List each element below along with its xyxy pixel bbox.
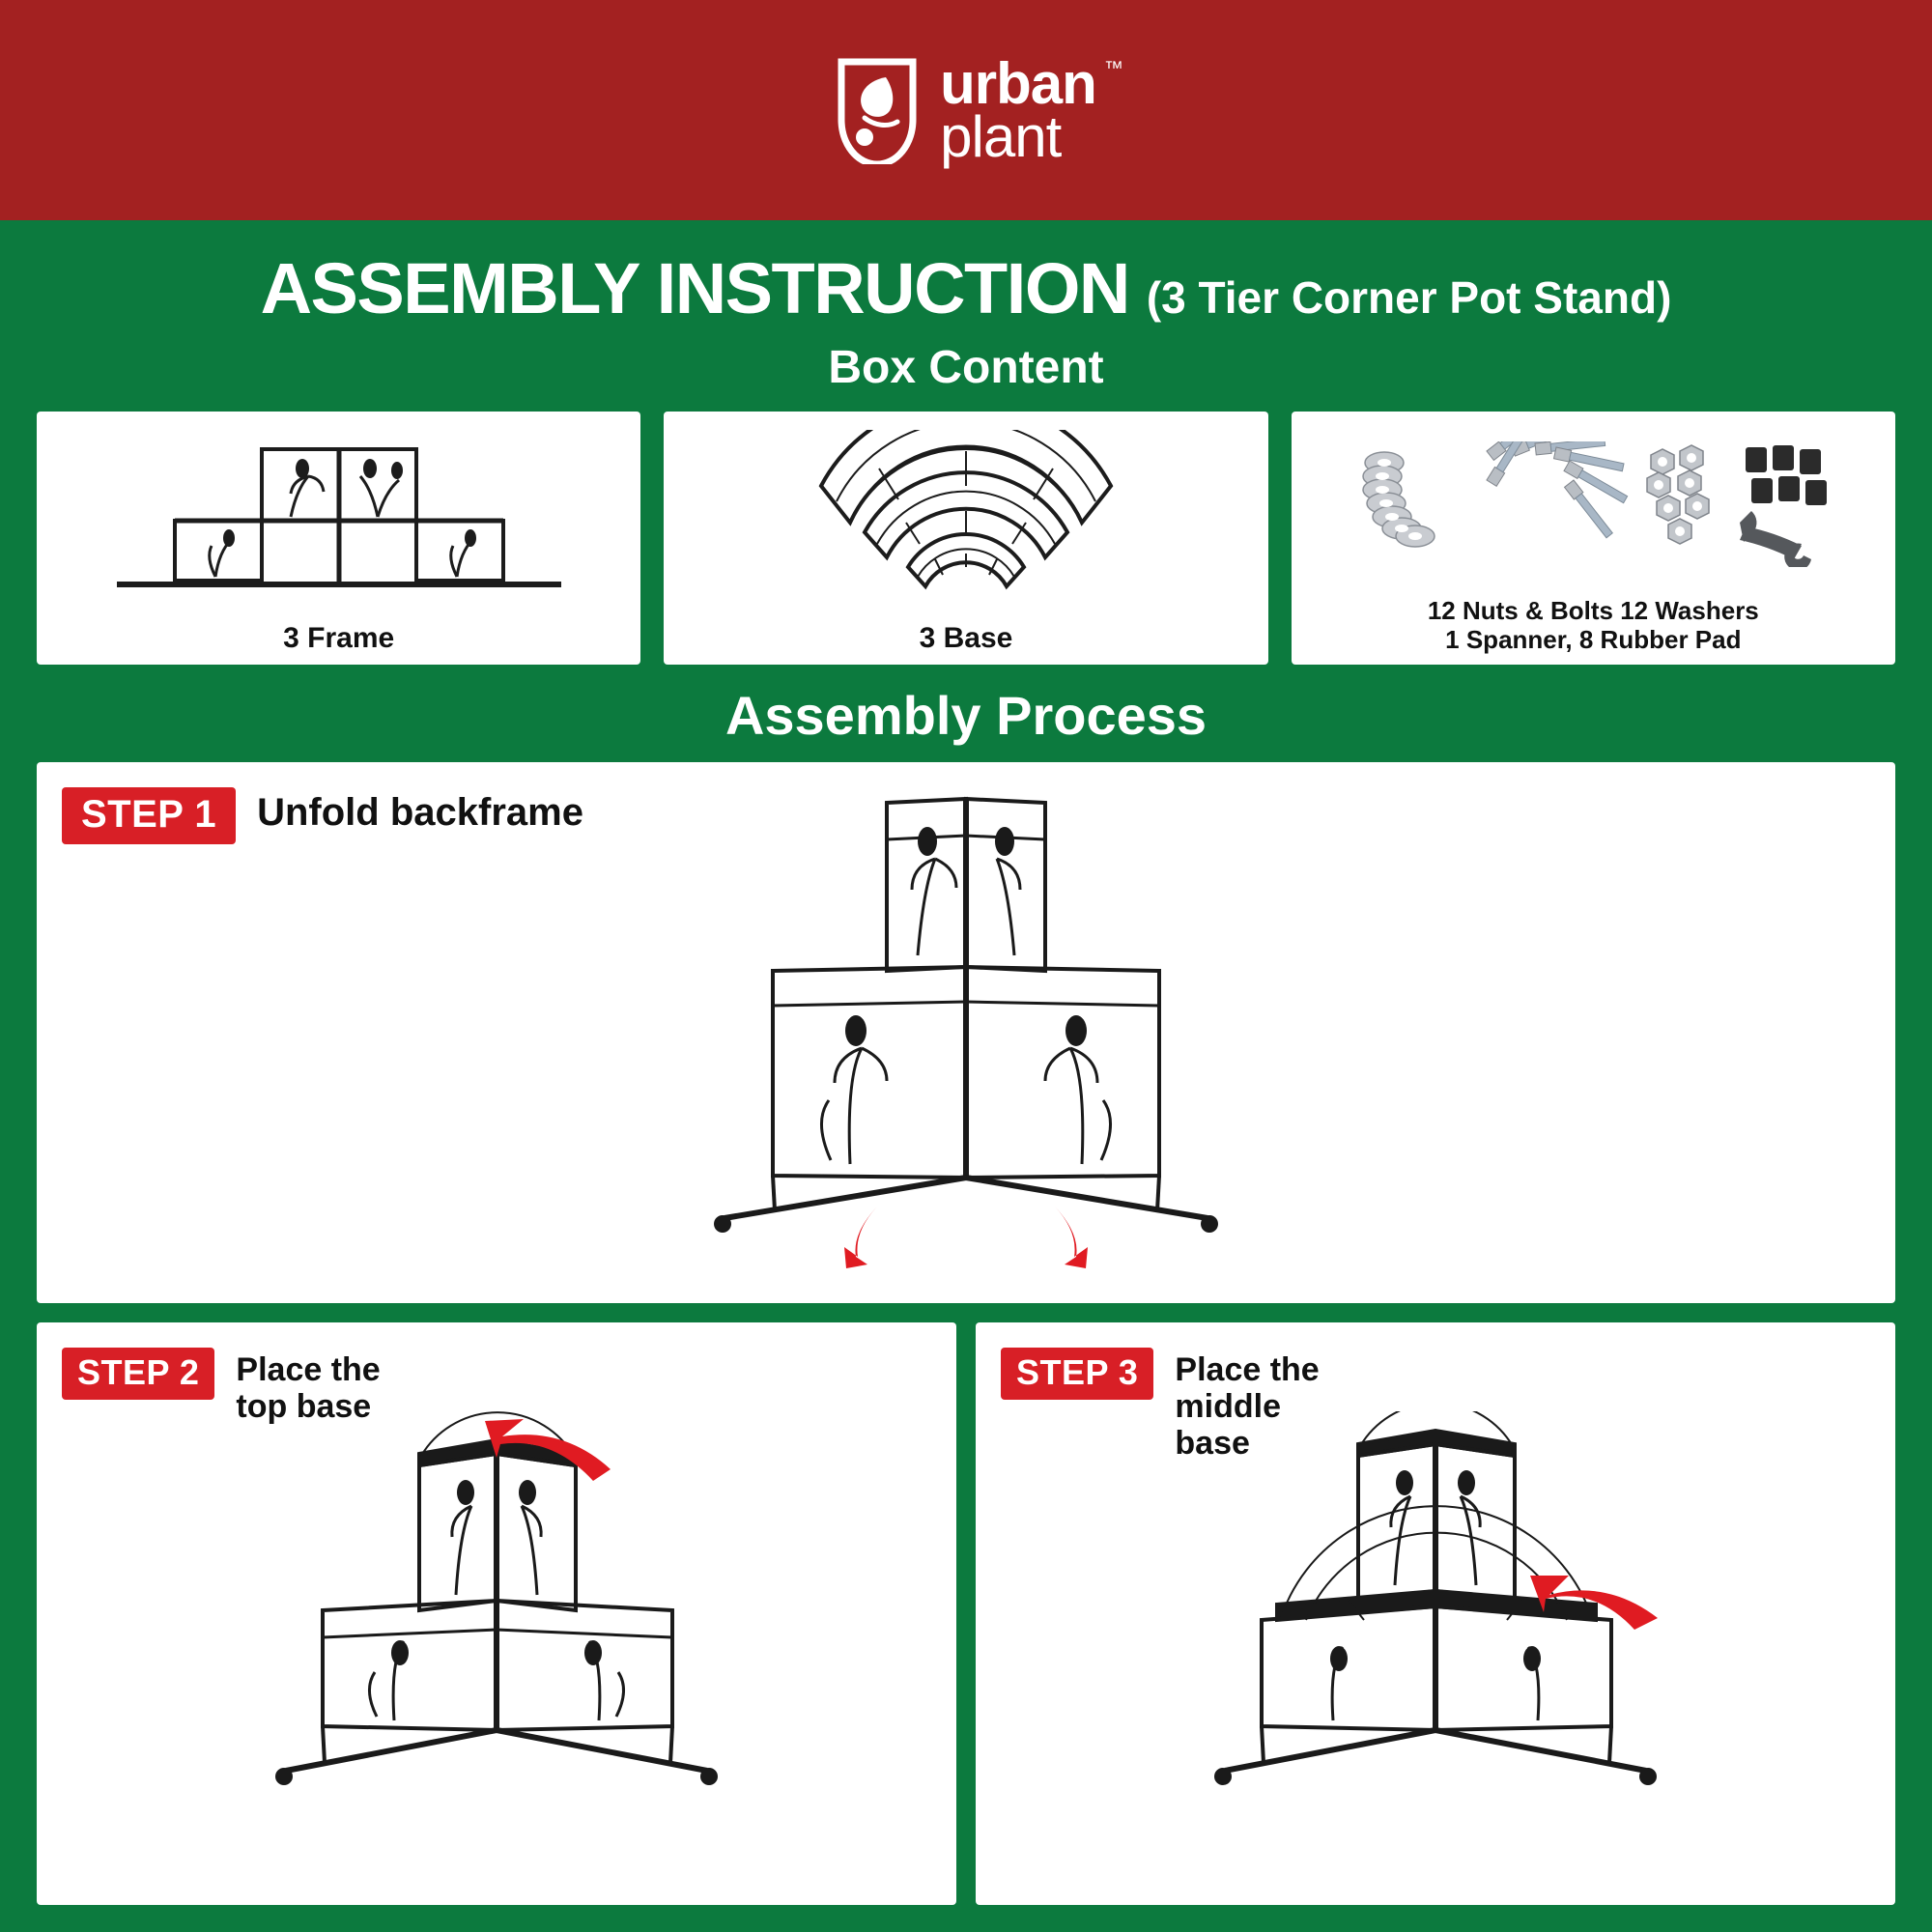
step-2-text — [236, 1348, 380, 1425]
step-3-badge: STEP 3 — [1001, 1348, 1153, 1400]
brand-wordmark — [940, 50, 1096, 169]
step-3-text — [1175, 1348, 1319, 1462]
trademark-symbol: ™ — [1103, 58, 1123, 79]
box-item-hardware-caption-line1: 12 Nuts & Bolts 12 Washers — [1427, 596, 1759, 626]
title-main: ASSEMBLY INSTRUCTION — [260, 248, 1129, 328]
step-2-text-line1: Place the — [236, 1351, 381, 1388]
unfold-arrow-left — [844, 1207, 877, 1268]
step-card-2 — [37, 1322, 956, 1905]
box-item-hardware — [1292, 412, 1895, 665]
step-2-label — [62, 1348, 381, 1425]
step-1-label — [62, 787, 583, 844]
step-2-badge: STEP 2 — [62, 1348, 214, 1400]
step-1-text: Unfold backframe — [257, 791, 583, 834]
frame-panels-icon — [37, 412, 640, 622]
box-content-heading: Box Content — [828, 342, 1104, 393]
assembly-process-heading: Assembly Process — [724, 685, 1208, 746]
step-3-text-line2: middle — [1175, 1388, 1281, 1426]
hardware-kit-icon — [1292, 412, 1895, 597]
box-item-hardware-caption-line2: 1 Spanner, 8 Rubber Pad — [1445, 625, 1742, 655]
green-body — [0, 220, 1932, 1932]
box-item-frame-caption: 3 Frame — [283, 621, 395, 654]
step-3-label — [1001, 1348, 1320, 1462]
assembly-steps — [37, 762, 1895, 1905]
brand-name-line1: urban — [940, 50, 1096, 116]
box-item-base — [664, 412, 1267, 665]
spanner-icon — [1740, 511, 1811, 567]
box-item-frame — [37, 412, 640, 665]
page-title — [37, 220, 1895, 329]
assembly-steps-bottom — [37, 1322, 1895, 1905]
brand-name-line2: plant — [940, 104, 1062, 169]
step-card-3 — [976, 1322, 1895, 1905]
title-subtitle: (3 Tier Corner Pot Stand) — [1146, 272, 1672, 323]
brand-logo — [836, 50, 1123, 169]
brand-header-bar — [0, 0, 1932, 220]
corner-shelf-base-icon — [664, 412, 1267, 622]
step-2-text-line2: top base — [236, 1388, 372, 1426]
box-item-base-caption: 3 Base — [919, 621, 1013, 654]
step-3-text-line1: Place the — [1175, 1351, 1320, 1388]
box-content-row — [37, 412, 1895, 665]
unfold-arrow-right — [1055, 1207, 1088, 1268]
step-3-text-line3: base — [1175, 1425, 1250, 1463]
step-1-badge: STEP 1 — [62, 787, 236, 844]
step-card-1 — [37, 762, 1895, 1303]
leaf-shield-icon — [836, 56, 919, 164]
